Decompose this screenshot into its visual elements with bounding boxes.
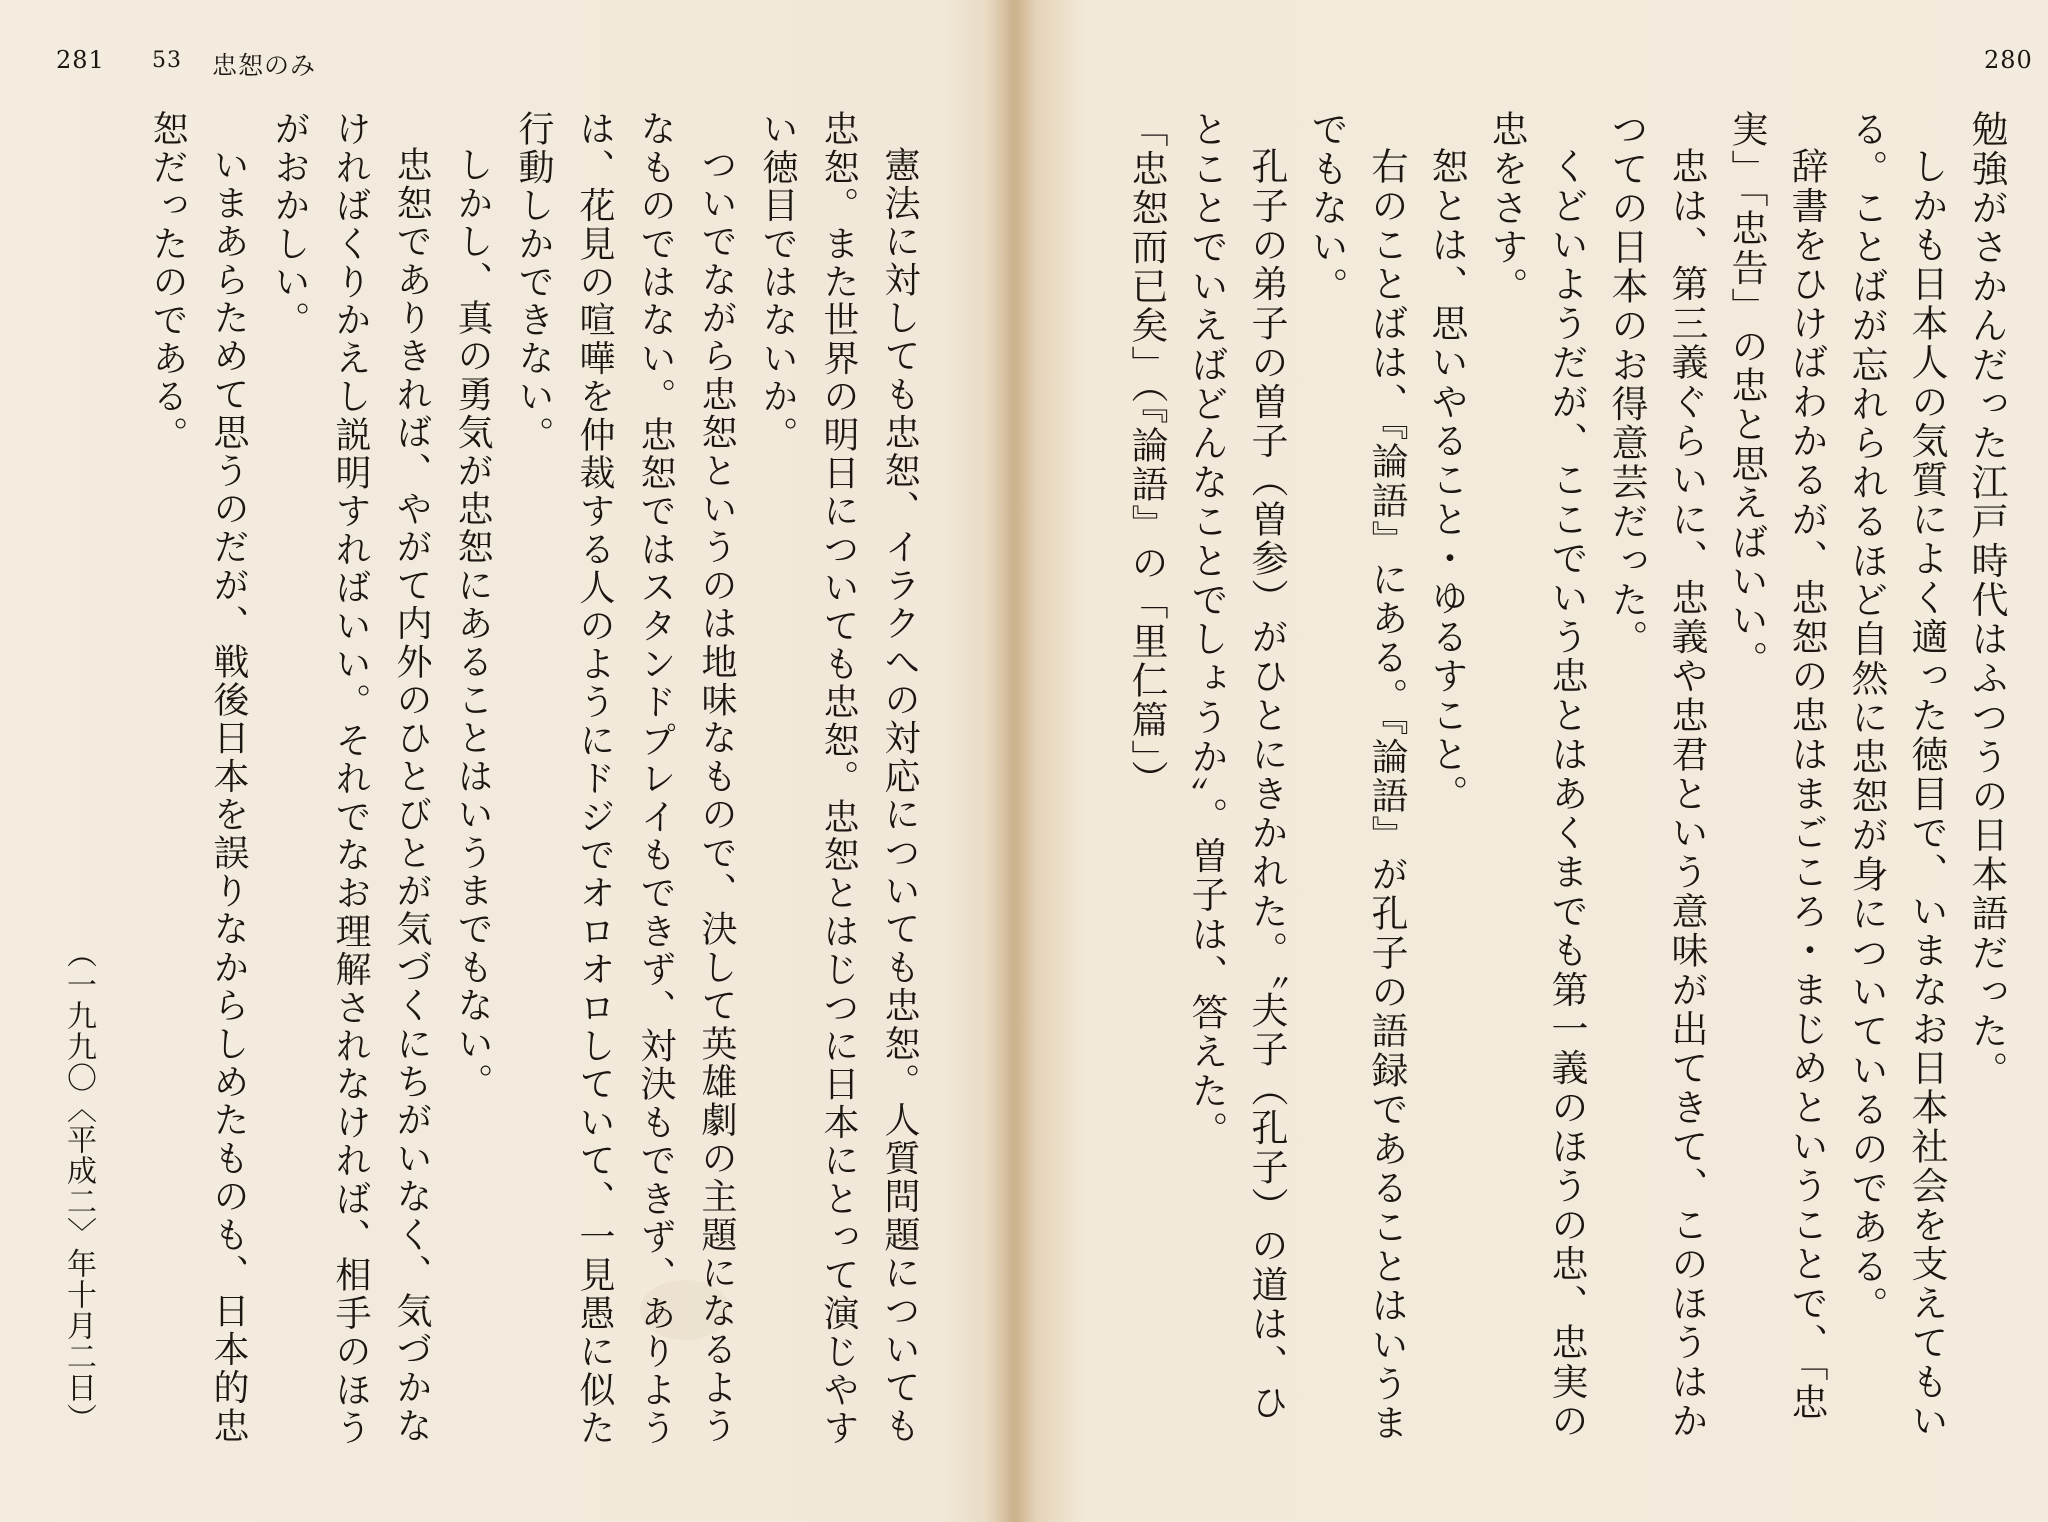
paragraph: いまあらためて思うのだが、戦後日本を誤りなからしめたものも、日本的忠恕だったのである。 — [147, 110, 249, 1445]
body-text — [120, 110, 930, 1450]
paragraph: 忠は、第三義ぐらいに、忠義や忠君という意味が出てきて、このほうはかつての日本のお得意芸だった。 — [1605, 110, 1708, 1441]
date-note: （一九九〇〈平成二〉年十月二日） — [61, 938, 96, 1434]
chapter-title: 忠恕のみ — [212, 51, 317, 80]
paragraph: 忠恕でありきれば、やがて内外のひとびとが気づくにちがいなく、気づかなければくりかえし説明すればいい。それでなお理解されなければ、相手のほうがおかしい。 — [269, 110, 432, 1447]
page-number: 281 — [56, 46, 105, 74]
paragraph: 恕とは、思いやること・ゆるすこと。 — [1425, 147, 1468, 814]
left-page — [0, 0, 1000, 1522]
paragraph: 右のことばは、『論語』にある。『論語』が孔子の語録であることはいうまでもない。 — [1305, 110, 1408, 1443]
paragraph: しかも日本人の気質によく適った徳目で、いまなお日本社会を支えてもいる。ことばが忘れられるほど自然に忠恕が身についているのである。 — [1845, 110, 1948, 1441]
body-text — [1125, 110, 2016, 1450]
paragraph: くどいようだが、ここでいう忠とはあくまでも第一義のほうの忠、忠実の忠をさす。 — [1485, 110, 1588, 1441]
right-page — [1024, 0, 2048, 1522]
page-number: 280 — [1984, 46, 2033, 74]
paragraph: 孔子の弟子の曽子（曽参）がひとにきかれた。〝夫子（孔子）の道は、ひとことでいえばどんなことでしょうか〟。曽子は、答えた。 — [1185, 110, 1288, 1423]
chapter-number: 53 — [152, 48, 182, 73]
quotation: 「忠恕而已矣」（『論語』の「里仁篇」） — [1125, 110, 1168, 800]
paragraph: 辞書をひけばわかるが、忠恕の忠はまごころ・まじめということで、「忠実」「忠告」の忠と思えばいい。 — [1725, 110, 1828, 1423]
paragraph: ついでながら忠恕というのは地味なもので、決して英雄劇の主題になるようなものではない。忠恕ではスタンドプレイもできず、対決もできず、ありようは、花見の喧嘩を仲裁する人のようにドジでオロオロしていて、一見愚に似た行動しかできない。 — [513, 110, 737, 1447]
paragraph: 憲法に対しても忠恕、イラクへの対応についても忠恕。人質問題についても忠恕。また世界の明日についても忠恕。忠恕とはじつに日本にとって演じやすい徳目ではないか。 — [757, 110, 920, 1447]
paragraph: 勉強がさかんだった江戸時代はふつうの日本語だった。 — [1965, 110, 2008, 1090]
paragraph: しかし、真の勇気が忠恕にあることはいうまでもない。 — [452, 146, 493, 1101]
